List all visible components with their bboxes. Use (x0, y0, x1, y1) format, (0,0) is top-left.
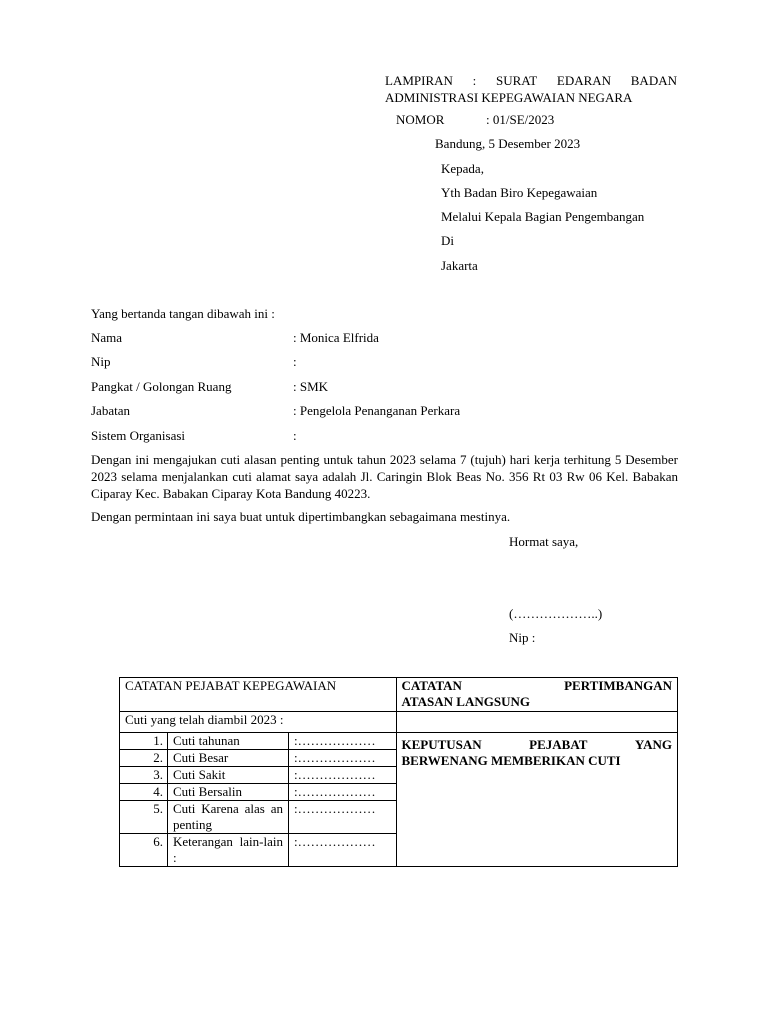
closing-paragraph: Dengan permintaan ini saya buat untuk dipertimbangkan sebagaimana mestinya. (91, 509, 511, 524)
field-value-pangkat: : SMK (293, 379, 329, 394)
item-value: :……………… (289, 750, 396, 767)
table-row (120, 801, 396, 834)
lampiran-label: LAMPIRAN (385, 73, 453, 88)
item-name: Cuti Besar (168, 750, 289, 767)
left-header-cell (120, 678, 397, 712)
item-value: :……………… (289, 733, 396, 750)
field-label-nama: Nama (91, 330, 123, 345)
field-label-jabatan: Jabatan (91, 403, 130, 418)
recipient-line3: Melalui Kepala Bagian Pengembangan (441, 209, 645, 224)
item-name: Cuti Karena alas an penting (168, 801, 289, 834)
field-value-nama: : Monica Elfrida (293, 330, 379, 345)
field-label-nip: Nip (91, 354, 111, 369)
decision-line2: BERWENANG MEMBERIKAN CUTI (401, 753, 621, 768)
item-num: 2. (120, 750, 168, 767)
cuti-diambil-label: Cuti yang telah diambil 2023 : (125, 712, 284, 727)
item-name: Cuti Bersalin (168, 784, 289, 801)
item-name: Cuti Sakit (168, 767, 289, 784)
item-num: 1. (120, 733, 168, 750)
decision-word3: YANG (634, 737, 672, 752)
items-row (120, 733, 678, 867)
item-value: :……………… (289, 784, 396, 801)
signature-name-placeholder: (………………..) (509, 606, 603, 621)
date-place: Bandung, 5 Desember 2023 (435, 136, 581, 151)
table-row (120, 733, 396, 750)
table-row (120, 767, 396, 784)
lampiran-heading (385, 72, 677, 106)
decision-word2: PEJABAT (529, 737, 588, 752)
table-header-row (120, 678, 678, 712)
decision-cell (396, 733, 678, 867)
recipient-line1: Kepada, (441, 161, 484, 176)
item-value: :……………… (289, 834, 396, 867)
lampiran-word-surat: SURAT (495, 73, 538, 88)
item-num: 4. (120, 784, 168, 801)
decision-word1: KEPUTUSAN (401, 737, 482, 752)
cuti-diambil-row (120, 712, 678, 733)
right-header-line2: ATASAN LANGSUNG (401, 694, 530, 709)
body-paragraph (91, 451, 678, 502)
intro-text: Yang bertanda tangan dibawah ini : (91, 306, 275, 321)
field-label-pangkat: Pangkat / Golongan Ruang (91, 379, 232, 394)
cuti-diambil-cell (120, 712, 397, 733)
recipient-line5: Jakarta (441, 258, 478, 273)
signature-nip: Nip : (509, 630, 536, 645)
item-num: 5. (120, 801, 168, 834)
catatan-table (119, 677, 678, 867)
items-cell (120, 733, 397, 867)
field-value-jabatan: : Pengelola Penanganan Perkara (293, 403, 461, 418)
item-value: :……………… (289, 801, 396, 834)
nomor-value: : 01/SE/2023 (486, 112, 555, 127)
table-row (120, 834, 396, 867)
recipient-line4: Di (441, 233, 454, 248)
signature-salutation: Hormat saya, (509, 534, 579, 549)
recipient-line2: Yth Badan Biro Kepegawaian (441, 185, 598, 200)
field-value-sistem-organisasi: : (293, 428, 297, 443)
item-num: 6. (120, 834, 168, 867)
empty-right-cell (396, 712, 678, 733)
table-row (120, 784, 396, 801)
left-header: CATATAN PEJABAT KEPEGAWAIAN (125, 678, 337, 693)
field-value-nip: : (293, 354, 297, 369)
item-name: Keterangan lain-lain : (168, 834, 289, 867)
item-name: Cuti tahunan (168, 733, 289, 750)
lampiran-word-edaran: EDARAN (556, 73, 612, 88)
lampiran-word-badan: BADAN (630, 73, 677, 88)
right-header-word2: PERTIMBANGAN (564, 678, 672, 693)
nomor-label: NOMOR (396, 112, 445, 127)
cuti-items-table (120, 733, 396, 866)
lampiran-colon: : (472, 73, 477, 88)
right-header-word1: CATATAN (401, 678, 462, 693)
body-paragraph-text: Dengan ini mengajukan cuti alasan penting untuk tahun 2023 selama 7 (tujuh) hari kerja terhitung 5 Desember 2023 selama menjalankan cuti alamat saya adalah Jl. Caringin Blok Beas No. 356 Rt 03 Rw 06 Kel. Babakan Ciparay Kec. Babakan Ciparay Kota Bandung 40223. (91, 452, 678, 501)
table-row (120, 750, 396, 767)
lampiran-line2: ADMINISTRASI KEPEGAWAIAN NEGARA (385, 90, 633, 105)
item-value: :……………… (289, 767, 396, 784)
field-label-sistem-organisasi: Sistem Organisasi (91, 428, 186, 443)
right-header-cell (396, 678, 678, 712)
item-num: 3. (120, 767, 168, 784)
